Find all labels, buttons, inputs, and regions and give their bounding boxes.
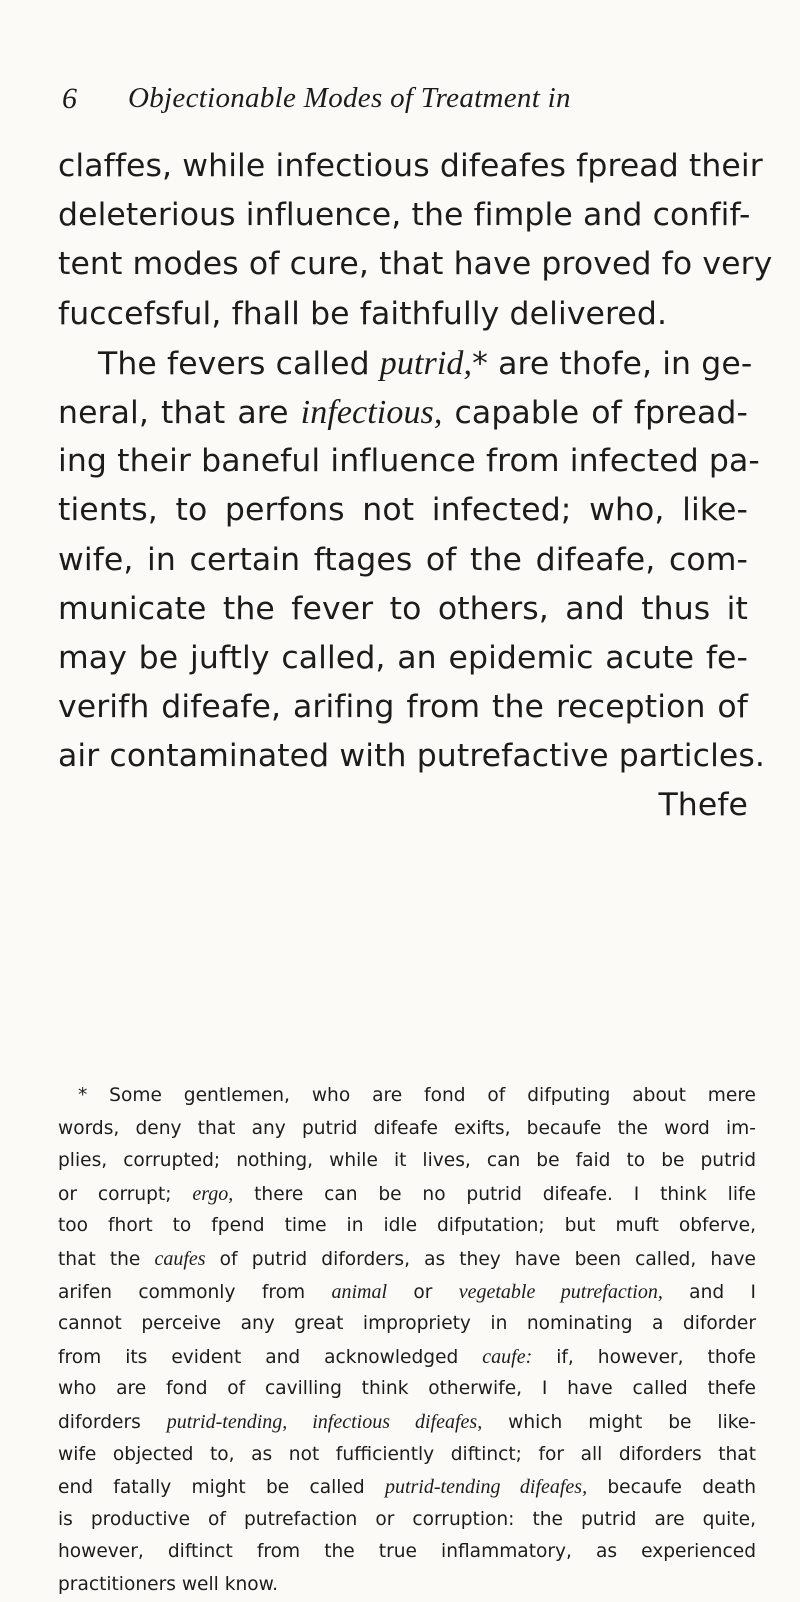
- text-segment: if, however, thofe: [532, 1346, 756, 1368]
- footnote-line: wife objected to, as not fufficiently diftinct; for all diforders that: [58, 1443, 756, 1465]
- italic-term: vegetable putrefaction,: [458, 1280, 663, 1303]
- footnote-line: * Some gentlemen, who are fond of difputing about mere: [78, 1085, 756, 1106]
- text-segment: arifen commonly from: [58, 1281, 332, 1303]
- text-segment: or corrupt;: [58, 1183, 193, 1205]
- text-line: tent modes of cure, that have proved fo very: [58, 246, 773, 283]
- text-line: [58, 388, 748, 437]
- footnote-line: [58, 1178, 756, 1211]
- footnote-line: too fhort to fpend time in idle difputation; but muft obferve,: [58, 1215, 756, 1237]
- text-line: claffes, while infectious difeafes fpread their: [58, 148, 763, 184]
- text-line: fuccefsful, fhall be faithfully delivered.: [58, 295, 668, 332]
- text-segment: The fevers called: [98, 345, 380, 382]
- text-line: tients, to perfons not infected; who, like-: [58, 492, 748, 529]
- page-number: 6: [62, 82, 77, 115]
- footnote-line: is productive of putrefaction or corruption: the putrid are quite,: [58, 1508, 756, 1530]
- text-segment: becaufe death: [587, 1477, 756, 1499]
- italic-term: infectious,: [300, 393, 443, 431]
- text-line: ing their baneful influence from infected pa-: [58, 443, 760, 480]
- footnote-line: however, diftinct from the true inflammatory, as experienced: [58, 1541, 756, 1563]
- text-line: wife, in certain ftages of the difeafe, com-: [58, 541, 748, 578]
- italic-term: animal: [331, 1280, 388, 1303]
- text-segment: or: [387, 1281, 459, 1303]
- text-line: air contaminated with putrefactive particles.: [58, 738, 766, 775]
- text-segment: of putrid diforders, as they have been called, have: [205, 1248, 756, 1270]
- text-segment: and I: [662, 1281, 756, 1303]
- text-segment: that the: [58, 1248, 155, 1270]
- text-segment: * are thofe, in ge-: [472, 345, 753, 382]
- catchword: Thefe: [658, 787, 748, 824]
- text-segment: from its evident and acknowledged: [58, 1346, 483, 1368]
- text-segment: which might be like-: [482, 1411, 756, 1433]
- italic-term: ergo,: [192, 1182, 234, 1205]
- italic-term: putrid,: [379, 344, 473, 382]
- text-line: deleterious influence, the fimple and confif-: [58, 197, 751, 234]
- footnote-line: [58, 1406, 756, 1439]
- text-segment: diforders: [58, 1411, 167, 1433]
- footnote-line: plies, corrupted; nothing, while it lives, can be faid to be putrid: [58, 1150, 756, 1172]
- text-line: may be juftly called, an epidemic acute fe-: [58, 639, 748, 676]
- footnote-line: cannot perceive any great impropriety in nominating a diforder: [58, 1313, 756, 1335]
- text-segment: neral, that are: [58, 394, 301, 431]
- footnote-line: [58, 1243, 756, 1276]
- footnote-line: words, deny that any putrid difeafe exifts, becaufe the word im-: [58, 1117, 756, 1139]
- italic-term: caufe:: [482, 1345, 533, 1368]
- italic-term: putrid-tending difeafes,: [384, 1476, 588, 1499]
- italic-term: putrid-tending, infectious difeafes,: [166, 1410, 483, 1433]
- page-header: [0, 82, 800, 122]
- footnote-line: practitioners well know.: [58, 1573, 279, 1595]
- text-line: verifh difeafe, arifing from the reception of: [58, 689, 748, 726]
- text-line: [58, 339, 753, 388]
- footnote-line: who are fond of cavilling think otherwife, I have called thefe: [58, 1378, 756, 1400]
- footnote-line: [58, 1276, 756, 1309]
- footnote: [58, 1080, 756, 1602]
- text-segment: there can be no putrid difeafe. I think life: [233, 1183, 756, 1205]
- main-text: [58, 142, 773, 831]
- footnote-line: [58, 1471, 756, 1504]
- text-segment: capable of fpread-: [442, 394, 748, 431]
- running-head: Objectionable Modes of Treatment in: [128, 82, 571, 114]
- italic-term: caufes: [154, 1247, 206, 1270]
- footnote-line: [58, 1341, 756, 1374]
- text-segment: end fatally might be called: [58, 1477, 385, 1499]
- text-line: municate the fever to others, and thus it: [58, 590, 748, 627]
